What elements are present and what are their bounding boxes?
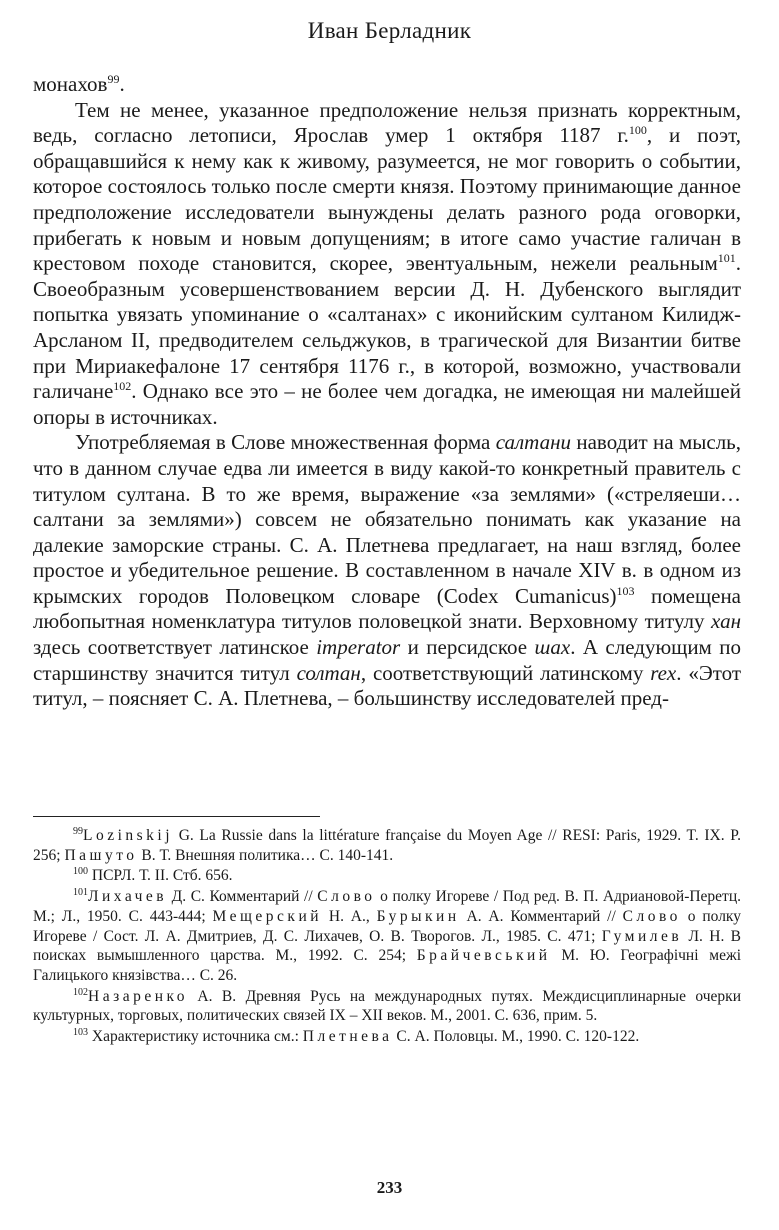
footnote-ref-101[interactable]: 101 [717,251,736,266]
spaced-title: Слово [622,907,681,925]
italic-term: шах [534,635,571,660]
author-name: Бурыкин [376,907,460,925]
footnote-99 [33,826,741,865]
text-run: Н. А., [322,907,377,925]
text-run: помещена любопытная номенклатура титулов половецкой знати. Верховному титулу [33,583,742,634]
italic-term: солтан [296,660,361,685]
footnote-102 [33,987,741,1026]
paragraph-continuation [33,72,741,98]
text-run: Д. С. Комментарий // [167,888,318,906]
text-run: . А следующим по старшинству значится титул [33,635,741,685]
footnote-number: 101 [73,887,88,899]
page-number: 233 [376,1178,403,1197]
footnote-101 [33,887,741,986]
author-name: Назаренко [88,987,188,1005]
author-name: Лихачев [88,888,168,906]
footnote-ref-99[interactable]: 99 [107,72,120,86]
text-run: . Однако все это – не более чем догадка, не имеющая ни малейшей опоры в источниках. [33,379,741,429]
footnote-ref-100[interactable]: 100 [628,123,647,138]
italic-term: rex [650,660,677,685]
author-name: Пашуто [64,846,138,864]
text-run: о полку Игореве / Сост. Л. А. Дмитриев, Д. С. Лихачев, О. В. Творогов. Л., 1985. С. 471; [33,907,741,945]
italic-term: imperator [316,635,401,660]
spaced-title: Слово [317,888,376,906]
running-title: Иван Берладник [307,18,472,43]
footnote-100 [33,866,741,886]
paragraph-2 [33,430,741,712]
author-name: Брайчевський [416,947,551,965]
author-name: Мещерский [212,907,323,925]
footnote-divider [33,816,320,817]
text-run: В. Т. Внешняя политика… С. 140-141. [137,846,394,864]
text-run: Характеристику источника см.: [88,1028,303,1046]
text-run: , и поэт, обращавшийся к нему как к живому, разумеется, не мог говорить о событии, которое состоялось только после смерти князя. Поэтому принимающие данное предположение исследователи вынуждены делать разного рода оговорки, прибегать к новым и новым допущениям; в итоге само участие галичан в крестовом походе становится, скорее, эвентуальным, нежели реальным [33,123,741,276]
text-run: Л. Н. В поисках вымышленного царства. М., 1992. С. 254; [33,927,741,965]
text-run: А. В. Древняя Русь на международных путях. Междисциплинарные очерки культурных, торговых, политических связей IX – XII веков. М., 2001. С. 636, прим. 5. [33,987,741,1025]
text-run: здесь соответствует латинское [33,635,317,660]
text-run: , соответствующий латинскому [360,660,651,685]
text-run: А. А. Комментарий // [459,907,623,925]
text-run: и персидское [400,635,535,660]
text-run: . «Этот титул, – поясняет С. А. Плетнева, – большинству исследователей пред- [33,660,741,711]
text-run: наводит на мысль, что в данном случае едва ли имеется в виду какой-то конкретный правитель с титулом султана. В то же время, выражение «за землями» («стреляеши… салтани за землями») совсем не обязательно понимать как указание на далекие заморские страны. С. А. Плетнева предлагает, на наш взгляд, более простое и убедительное решение. В составленном в начале XIV в. в одном из крымских городов Половецком словаре (Codex Cumanicus) [33,430,741,608]
italic-term: хан [711,609,741,634]
text-run: М. Ю. Географічні межі Галицького князівства… С. 26. [33,947,741,984]
main-text [33,72,741,712]
footnote-ref-102[interactable]: 102 [113,379,132,394]
text-run: С. А. Половцы. М., 1990. С. 120-122. [392,1028,640,1046]
author-name: Lozinskij [83,827,174,844]
text-run: Употребляемая в Слове множественная форма [75,430,496,455]
footnotes [33,826,741,1048]
text-run: ПСРЛ. Т. II. Стб. 656. [88,867,233,885]
footnote-103 [33,1027,741,1047]
footnote-number: 102 [73,986,88,998]
footnote-number: 99 [73,826,83,837]
text-run: G. La Russie dans la littérature française du Moyen Age // RESI: Paris, 1929. T. IX. P. 256; [33,827,741,864]
text-run: . Своеобразным усовершенствованием версии Д. Н. Дубенского выглядит попытка увязать упоминание о «салтанах» с иконийским султаном Килидж-Арсланом II, предводителем сельджуков, в трагической для Византии битве при Мириакефалоне 17 сентября 1176 г., в которой, возможно, участвовали галичане [33,251,741,404]
paragraph-1 [33,98,741,431]
footnote-number: 103 [73,1027,88,1039]
text-run: о полку Игореве / Под ред. В. П. Адриановой-Перетц. М.; Л., 1950. С. 443-444; [33,888,742,925]
text-run: Тем не менее, указанное предположение нельзя признать корректным, ведь, согласно летописи, Ярослав умер 1 октября 1187 г. [33,97,741,148]
author-name: Плетнева [302,1028,393,1046]
text-run: . [119,72,125,96]
footnote-ref-103[interactable]: 103 [616,583,635,598]
text-run: монахов [33,72,108,96]
italic-term: салтани [495,430,571,455]
author-name: Гумилев [601,927,683,945]
footnote-number: 100 [73,866,88,878]
